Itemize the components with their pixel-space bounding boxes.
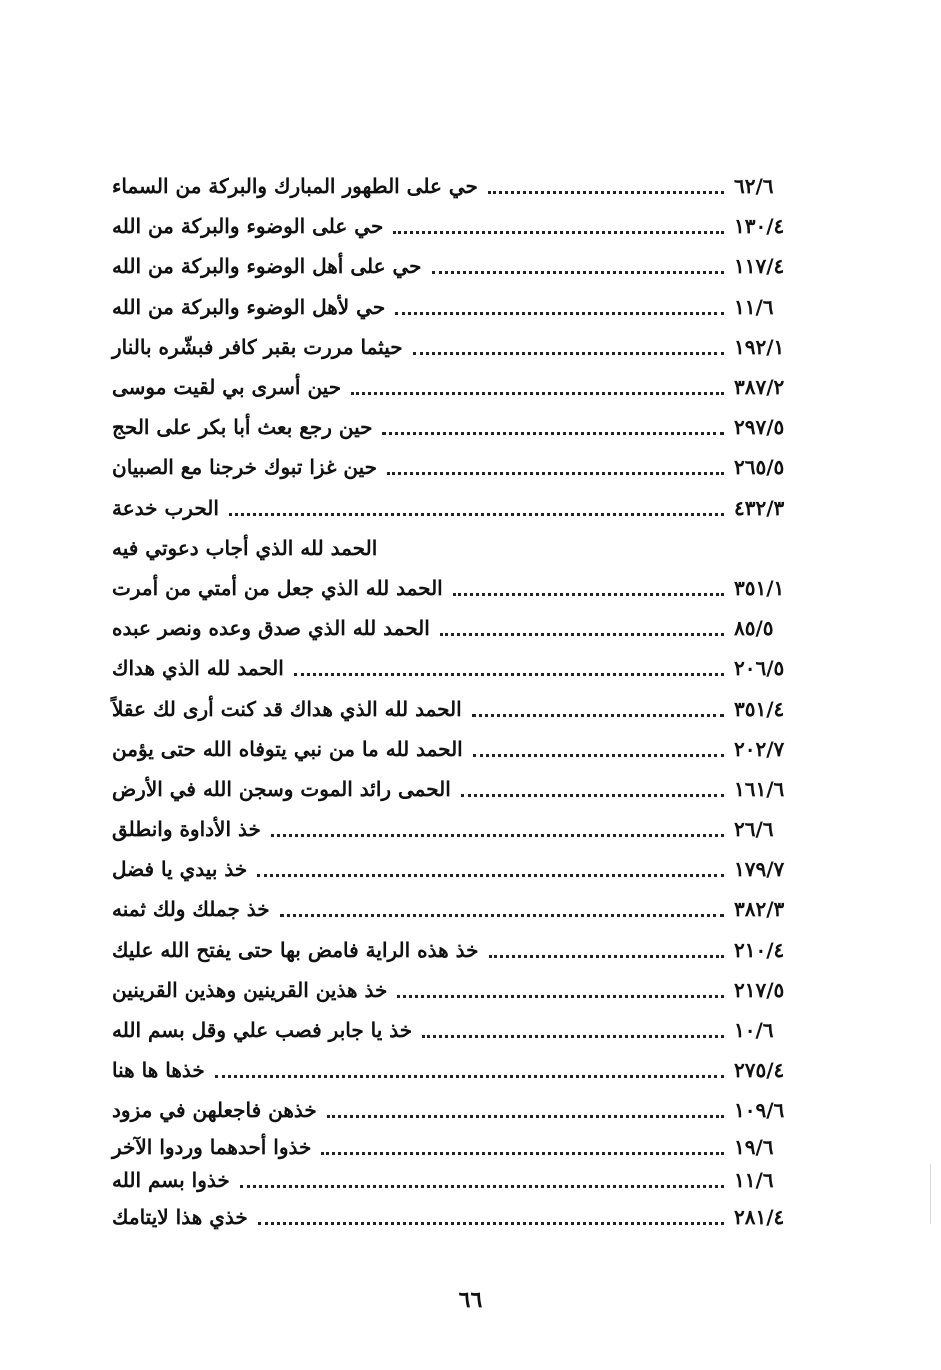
dot-leader: [488, 190, 724, 194]
dot-leader: [473, 753, 724, 757]
dot-leader: [294, 672, 724, 676]
index-entry: [112, 889, 814, 929]
dot-leader: [432, 270, 724, 274]
index-entry: [112, 246, 814, 286]
dot-leader: [240, 1184, 724, 1188]
index-entry: [112, 729, 814, 769]
entry-reference: ١٣٠/٤: [734, 214, 785, 239]
index-entry-heading: [112, 528, 814, 568]
entry-text: خذها ها هنا: [112, 1058, 205, 1083]
entry-reference: ٦٢/٦: [734, 174, 774, 199]
dot-leader: [472, 713, 724, 717]
dot-leader: [461, 793, 724, 797]
index-entry: [112, 1164, 814, 1197]
entry-text: خذ هذين القرينين وهذين القرينين: [112, 977, 388, 1002]
index-entry: [112, 970, 814, 1010]
entry-reference: ٢٦٥/٥: [734, 455, 785, 480]
entry-text: الحمد لله الذي جعل من أمتي من أمرت: [112, 575, 443, 600]
index-entry: [112, 367, 814, 407]
entry-text: حين رجع بعث أبا بكر على الحج: [112, 415, 373, 440]
index-entry: [112, 1131, 814, 1164]
dot-leader: [422, 1034, 724, 1038]
hadith-index-list: [112, 166, 814, 1237]
entry-text: خذ الأداوة وانطلق: [112, 817, 261, 842]
dot-leader: [453, 592, 724, 596]
index-entry: [112, 688, 814, 728]
dot-leader: [321, 1151, 724, 1155]
dot-leader: [393, 230, 724, 234]
entry-text: خذ يا جابر فصب علي وقل بسم الله: [112, 1018, 413, 1043]
entry-text: حي لأهل الوضوء والبركة من الله: [112, 294, 386, 319]
index-entry: [112, 568, 814, 608]
index-entry: [112, 287, 814, 327]
dot-leader: [440, 632, 724, 636]
margin-line: [930, 1164, 931, 1224]
entry-text: حي على الوضوء والبركة من الله: [112, 214, 384, 239]
dot-leader: [397, 994, 724, 998]
index-entry: [112, 327, 814, 367]
entry-text: الحرب خدعة: [112, 495, 219, 520]
entry-text: الحمى رائد الموت وسجن الله في الأرض: [112, 776, 451, 801]
entry-text: خذ بيدي يا فضل: [112, 857, 248, 882]
entry-reference: ١٩/٦: [734, 1135, 774, 1159]
entry-reference: ٢٦/٦: [734, 817, 774, 842]
index-entry: [112, 930, 814, 970]
entry-reference: ٢٠٢/٧: [734, 736, 785, 761]
dot-leader: [257, 873, 724, 877]
entry-reference: ٣٥١/٤: [734, 696, 785, 721]
index-entry: [112, 166, 814, 206]
index-entry: [112, 407, 814, 447]
entry-reference: ١٧٩/٧: [734, 857, 785, 882]
entry-reference: ٢١٧/٥: [734, 977, 785, 1002]
dot-leader: [395, 311, 724, 315]
entry-text: خذ جملك ولك ثمنه: [112, 897, 270, 922]
entry-reference: ١٩٢/١: [734, 334, 785, 359]
entry-text: الحمد لله الذي أجاب دعوتي فيه: [112, 535, 378, 560]
index-entry: [112, 447, 814, 487]
index-entry: [112, 809, 814, 849]
entry-text: خذي هذا لايتامك: [112, 1204, 248, 1229]
dot-leader: [413, 351, 724, 355]
entry-reference: ٢٨١/٤: [734, 1204, 785, 1229]
index-entry: [112, 488, 814, 528]
dot-leader: [271, 833, 724, 837]
dot-leader: [215, 1074, 724, 1078]
entry-reference: ١١/٦: [734, 1168, 774, 1192]
entry-text: الحمد لله ما من نبي يتوفاه الله حتى يؤمن: [112, 736, 463, 761]
entry-text: حيثما مررت بقبر كافر فبشّره بالنار: [112, 334, 403, 359]
entry-text: الحمد لله الذي هداك قد كنت أرى لك عقلاً: [112, 696, 462, 721]
entry-reference: ١١٧/٤: [734, 254, 785, 279]
entry-text: خذوا بسم الله: [112, 1168, 230, 1192]
dot-leader: [229, 512, 724, 516]
dot-leader: [280, 913, 724, 917]
entry-reference: ٢٧٥/٤: [734, 1058, 785, 1083]
entry-reference: ١٦١/٦: [734, 776, 785, 801]
dot-leader: [327, 1114, 724, 1118]
dot-leader: [489, 954, 724, 958]
entry-reference: ٢١٠/٤: [734, 937, 785, 962]
entry-text: خذ هذه الراية فامض بها حتى يفتح الله عليك: [112, 937, 479, 962]
entry-text: الحمد لله الذي صدق وعده ونصر عبده: [112, 616, 430, 641]
index-entry: [112, 1090, 814, 1130]
entry-text: الحمد لله الذي هداك: [112, 656, 284, 681]
page-number: ٦٦: [458, 1287, 483, 1313]
index-entry: [112, 849, 814, 889]
entry-text: حي على الطهور المبارك والبركة من السماء: [112, 174, 478, 199]
entry-reference: ٣٨٧/٢: [734, 375, 785, 400]
index-entry: [112, 769, 814, 809]
entry-reference: ٢٠٦/٥: [734, 656, 785, 681]
entry-text: حين غزا تبوك خرجنا مع الصبيان: [112, 455, 377, 480]
index-entry: [112, 1197, 814, 1237]
entry-text: خذوا أحدهما وردوا الآخر: [112, 1135, 312, 1159]
entry-text: حي على أهل الوضوء والبركة من الله: [112, 254, 422, 279]
index-entry: [112, 648, 814, 688]
index-entry: [112, 1010, 814, 1050]
dot-leader: [382, 431, 724, 435]
entry-reference: ٣٨٢/٣: [734, 897, 785, 922]
entry-reference: ٤٣٢/٣: [734, 495, 785, 520]
entry-reference: ١٠٩/٦: [734, 1098, 785, 1123]
index-entry: [112, 206, 814, 246]
entry-text: حين أسرى بي لقيت موسى: [112, 375, 342, 400]
dot-leader: [258, 1221, 724, 1225]
entry-reference: ٨٥/٥: [734, 616, 774, 641]
index-entry: [112, 1050, 814, 1090]
dot-leader: [387, 471, 724, 475]
entry-reference: ١١/٦: [734, 294, 774, 319]
entry-reference: ٣٥١/١: [734, 575, 785, 600]
entry-reference: ١٠/٦: [734, 1018, 774, 1043]
index-entry: [112, 608, 814, 648]
entry-text: خذهن فاجعلهن في مزود: [112, 1098, 317, 1123]
dot-leader: [351, 391, 724, 395]
entry-reference: ٢٩٧/٥: [734, 415, 785, 440]
